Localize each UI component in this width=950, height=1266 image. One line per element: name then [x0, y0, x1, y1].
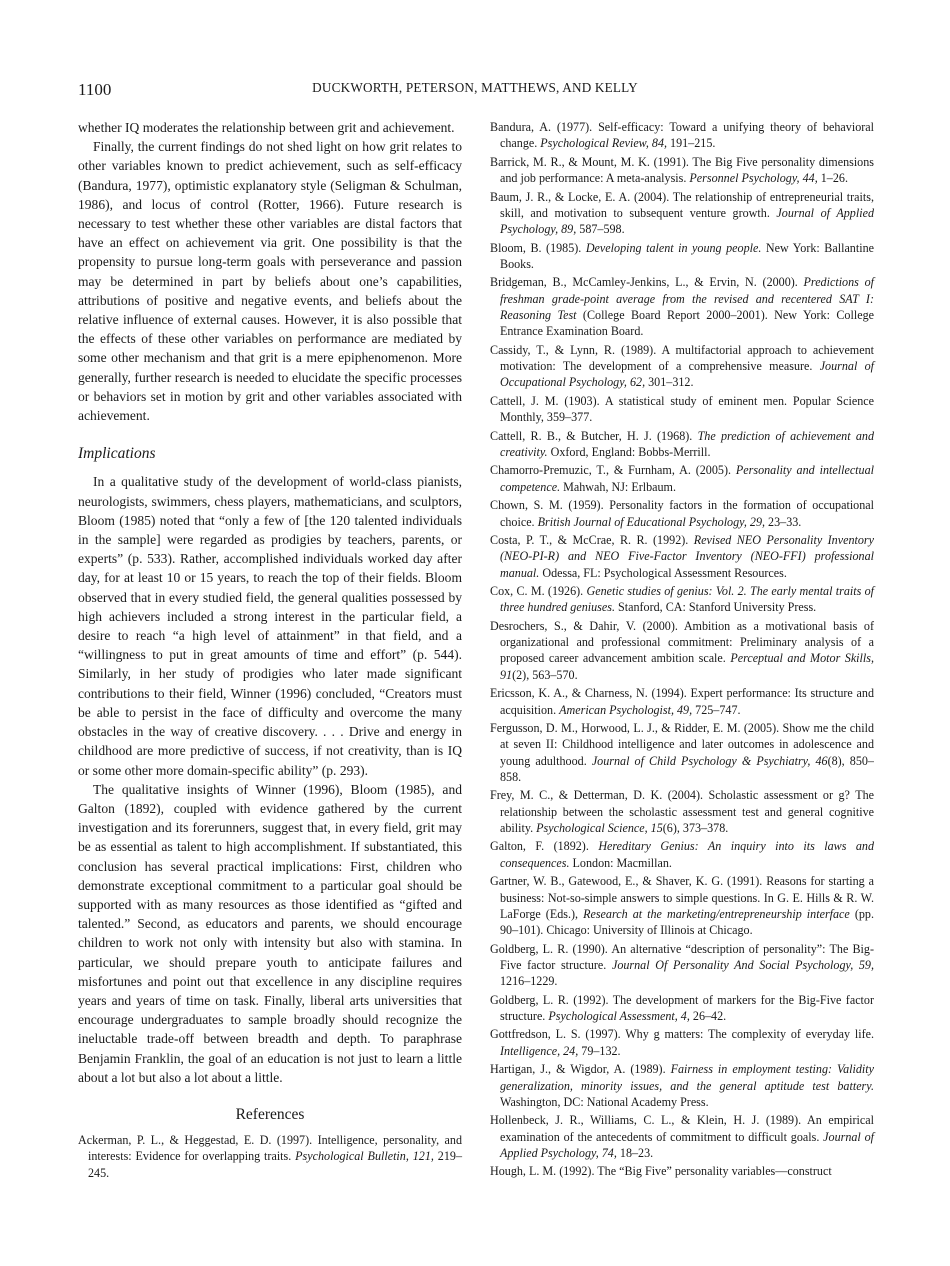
reference-text-tail: 23–33. [765, 514, 802, 529]
reference-entry [490, 428, 874, 461]
reference-text: Chown, S. M. (1959). Personality factors in the formation of occupational choice. [490, 498, 874, 529]
left-column [78, 118, 462, 1181]
reference-text: Cattell, R. B., & Butcher, H. J. (1968). [490, 428, 698, 443]
reference-text: Hartigan, J., & Wigdor, A. (1989). [490, 1062, 671, 1077]
reference-text-tail: 1–26. [817, 171, 848, 186]
reference-entry [490, 462, 874, 495]
reference-pages: 219–245. [88, 1149, 462, 1180]
reference-text-tail: (2), 563–570. [512, 667, 578, 682]
reference-title-italic: Journal of Applied Psychology, 89, [500, 205, 874, 237]
reference-entry [490, 1112, 874, 1161]
reference-text: Goldberg, L. R. (1990). An alternative “description of personality”: The Big-Five factor structure. [490, 941, 874, 972]
reference-text-tail: Oxford, England: Bobbs-Merrill. [547, 444, 711, 459]
reference-entry [490, 685, 874, 718]
reference-text-tail: Odessa, FL: Psychological Assessment Resources. [539, 565, 787, 580]
reference-text: Hough, L. M. (1992). The “Big Five” personality variables—construct [490, 1164, 832, 1179]
reference-entry [490, 720, 874, 785]
reference-entry [490, 1026, 874, 1059]
reference-title-italic: Journal Of Personality And Social Psychology, 59, [611, 957, 874, 972]
paragraph-continuation: whether IQ moderates the relationship between grit and achievement. [78, 120, 455, 135]
reference-text-tail: 1216–1229. [500, 974, 558, 989]
reference-title-italic: American Psychologist, 49, [559, 702, 693, 717]
reference-text: Barrick, M. R., & Mount, M. K. (1991). The Big Five personality dimensions and job performance: A meta-analysis. [490, 154, 874, 186]
reference-text: Gartner, W. B., Gatewood, E., & Shaver, K. G. (1991). Reasons for starting a business: Not-so-simple answers to simple questions. In G. E. Hills & R. W. LaForge (Eds.), [490, 874, 874, 921]
reference-entry [490, 393, 874, 426]
reference-entry [78, 1132, 462, 1181]
paragraph-qualitative-insights: The qualitative insights of Winner (1996), Bloom (1985), and Galton (1892), coupled with evidence gathered by the current investigation and its forerunners, suggest that, in every field, grit may be as essential as talent to high accomplishment. If substantiated, this conclusion has several practical implications: First, children who demonstrate exceptional commitment to a particular goal should be supported with as many resources as those identified as “gifted and talented.” Second, as educators and parents, we should encourage children to work not only with intensity but also with stamina. In particular, we should prepare youth to anticipate failures and misfortunes and point out that excellence in any discipline requires years and years of time on task. Finally, liberal arts universities that encourage undergraduates to sample broadly should recognize the ineluctable trade-off between breadth and depth. To paraphrase Benjamin Franklin, the goal of an education is not just to learn a little about a lot but also a lot about a little. [78, 781, 462, 1085]
reference-title-italic: Psychological Assessment, 4, [548, 1009, 690, 1023]
reference-text: Galton, F. (1892). [490, 839, 599, 854]
reference-text: Frey, M. C., & Detterman, D. K. (2004). Scholastic assessment or g? The relationship between the scholastic assessment test and general cognitive ability. [490, 788, 874, 835]
reference-text-tail: (8), 850–858. [500, 753, 874, 784]
paragraph-bloom-study: In a qualitative study of the development of world-class pianists, neurologists, swimmers, chess players, mathematicians, and sculptors, Bloom (1985) noted that “only a few of [the 120 talented individuals in the sample] were regarded as prodigies by teachers, parents, or experts” (p. 533). Rather, accomplished individuals worked day after day, for at least 10 or 15 years, to reach the top of their fields. Bloom observed that in every studied field, the general qualities possessed by high achievers included a strong interest in the particular field, a desire to reach “a high level of attainment” in that field, and a “willingness to put in great amounts of time and effort” (p. 544). Similarly, in her study of prodigies who later made significant contributions to their field, Winner (1996) concluded, “Creators must be able to persist in the face of difficulty and overcome the many obstacles in the way of creative discovery. . . . Drive and energy in childhood are more predictive of success, if not creativity, than is IQ or some other more domain-specific ability” (p. 293). [78, 474, 462, 778]
reference-title-italic: Psychological Science, 15 [536, 820, 663, 835]
reference-text: Ericsson, K. A., & Charness, N. (1994). Expert performance: Its structure and acquisition. [490, 686, 874, 717]
reference-text-tail: 301–312. [645, 375, 694, 390]
reference-title-italic: Research at the marketing/entrepreneurship interface [583, 906, 850, 921]
reference-title-italic: The prediction of achievement and creativity. [500, 428, 874, 459]
reference-text: Chamorro-Premuzic, T., & Furnham, A. (2005). [490, 463, 736, 478]
reference-text: Bridgeman, B., McCamley-Jenkins, L., & Ervin, N. (2000). [490, 275, 804, 290]
reference-journal: Psychological Bulletin, 121, [295, 1149, 434, 1164]
reference-title-italic: Perceptual and Motor Skills, 91 [500, 651, 874, 682]
reference-text-tail: Stanford, CA: Stanford University Press. [614, 600, 817, 615]
reference-text: Goldberg, L. R. (1992). The development of markers for the Big-Five factor structure. [490, 992, 874, 1023]
reference-entry [490, 838, 874, 871]
reference-text: Bandura, A. (1977). Self-efficacy: Toward a unifying theory of behavioral change. [490, 120, 874, 151]
reference-entry [490, 240, 874, 273]
reference-list [490, 119, 874, 1182]
reference-text: Hollenbeck, J. R., Williams, C. L., & Klein, H. J. (1989). An empirical examination of the antecedents of commitment to difficult goals. [490, 1113, 874, 1144]
reference-entry [490, 532, 874, 581]
reference-text: Cassidy, T., & Lynn, R. (1989). A multifactorial approach to achievement motivation: The development of a comprehensive measure. [490, 342, 874, 374]
reference-entry [490, 1163, 874, 1179]
reference-title-italic: Revised NEO Personality Inventory (NEO-PI-R) and NEO Five-Factor Inventory (NEO-FFI) professional manual. [500, 533, 874, 580]
reference-text: Fergusson, D. M., Horwood, L. J., & Ridder, E. M. (2005). Show me the child at seven II: Childhood intelligence and later outcomes in adolescence and young adulthood. [490, 721, 874, 768]
reference-title-italic: Hereditary Genius: An inquiry into its laws and consequences. [500, 839, 875, 870]
reference-title-italic: Intelligence, 24, [500, 1043, 579, 1058]
reference-text-tail: (pp. 90–101). Chicago: University of Illinois at Chicago. [500, 906, 874, 938]
reference-text: Ackerman, P. L., & Heggestad, E. D. (1997). Intelligence, personality, and interests: Evidence for overlapping traits. [78, 1133, 462, 1164]
reference-text-tail: London: Macmillan. [569, 855, 672, 870]
reference-text-tail: 725–747. [692, 702, 741, 717]
reference-title-italic: Journal of Child Psychology & Psychiatry, 46 [591, 753, 828, 768]
reference-entry [490, 342, 874, 391]
reference-entry [490, 154, 874, 187]
reference-text-tail: New York: Ballantine Books. [500, 240, 874, 271]
reference-text-tail: 18–23. [616, 1145, 654, 1160]
reference-text-tail: 79–132. [578, 1043, 621, 1058]
references-heading: References [235, 1105, 305, 1123]
reference-title-italic: Predictions of freshman grade-point average from the revised and recentered SAT I: Reasoning Test [500, 275, 874, 323]
reference-title-italic: Psychological Review, 84, [540, 136, 668, 151]
reference-entry [490, 873, 874, 938]
reference-text-tail: 26–42. [689, 1009, 727, 1023]
reference-title-italic: British Journal of Educational Psychology, 29, [537, 514, 766, 529]
reference-text-tail: Washington, DC: National Academy Press. [500, 1094, 709, 1109]
reference-entry [490, 119, 874, 152]
reference-text: Cattell, J. M. (1903). A statistical study of eminent men. Popular Science Monthly, 359–377. [490, 393, 874, 425]
reference-text: Baum, J. R., & Locke, E. A. (2004). The relationship of entrepreneurial traits, skill, and motivation to subsequent venture growth. [490, 189, 874, 220]
running-head: DUCKWORTH, PETERSON, MATTHEWS, AND KELLY [312, 80, 638, 95]
reference-entry [490, 618, 874, 683]
reference-text-tail: 191–215. [667, 136, 716, 151]
reference-entry [490, 497, 874, 530]
paragraph-future-research: Finally, the current findings do not shed light on how grit relates to other variables known to predict achievement, such as self-efficacy (Bandura, 1977), optimistic explanatory style (Seligman & Schulman, 1986), and locus of control (Rotter, 1966). Future research is necessary to test whether these other variables are distal factors that have an effect on achievement via grit. One possibility is that the propensity to pursue long-term goals with perseverance and passion may be determined in part by beliefs about one’s capabilities, attributions of positive and negative events, and beliefs about the relative influence of external causes. However, it is also possible that the effects of these other variables on performance are mediated by some other mechanism and that grit is a mere epiphenomenon. More generally, further research is needed to elucidate the specific processes or behaviors set in motion by grit and other variables associated with achievement. [78, 139, 462, 424]
reference-entry [490, 992, 874, 1025]
reference-entry [490, 583, 874, 616]
reference-entry [490, 941, 874, 990]
reference-title-italic: Journal of Occupational Psychology, 62, [500, 359, 874, 390]
reference-text-tail: Mahwah, NJ: Erlbaum. [560, 479, 676, 494]
reference-text: Gottfredson, L. S. (1997). Why g matters: The complexity of everyday life. [490, 1027, 874, 1042]
reference-title-italic: Journal of Applied Psychology, 74, [500, 1129, 874, 1160]
reference-title-italic: Personality and intellectual competence. [500, 463, 874, 494]
reference-entry [490, 1061, 874, 1110]
reference-entry [490, 274, 874, 339]
reference-text: Desrochers, S., & Dahir, V. (2000). Ambition as a motivational basis of organizational and professional commitment: Preliminary analysis of a proposed career advancement ambition scale. [490, 618, 874, 666]
page-number: 1100 [78, 80, 112, 99]
section-heading-implications: Implications [78, 445, 156, 463]
reference-title-italic: Fairness in employment testing: Validity generalization, minority issues, and the general aptitude test battery. [500, 1062, 874, 1093]
reference-text-tail: 587–598. [576, 222, 625, 237]
reference-text: Cox, C. M. (1926). [490, 584, 587, 599]
reference-title-italic: Developing talent in young people. [585, 240, 762, 255]
reference-title-italic: Personnel Psychology, 44, [689, 171, 818, 186]
reference-text-tail: (6), 373–378. [662, 820, 729, 835]
reference-entry [490, 787, 874, 836]
reference-title-italic: Genetic studies of genius: Vol. 2. The early mental traits of three hundred geniuses. [500, 584, 874, 615]
reference-entry [490, 189, 874, 238]
reference-text-tail: (College Board Report 2000–2001). New York: College Entrance Examination Board. [500, 308, 874, 339]
reference-text: Costa, P. T., & McCrae, R. R. (1992). [490, 533, 694, 547]
reference-text: Bloom, B. (1985). [490, 240, 586, 255]
